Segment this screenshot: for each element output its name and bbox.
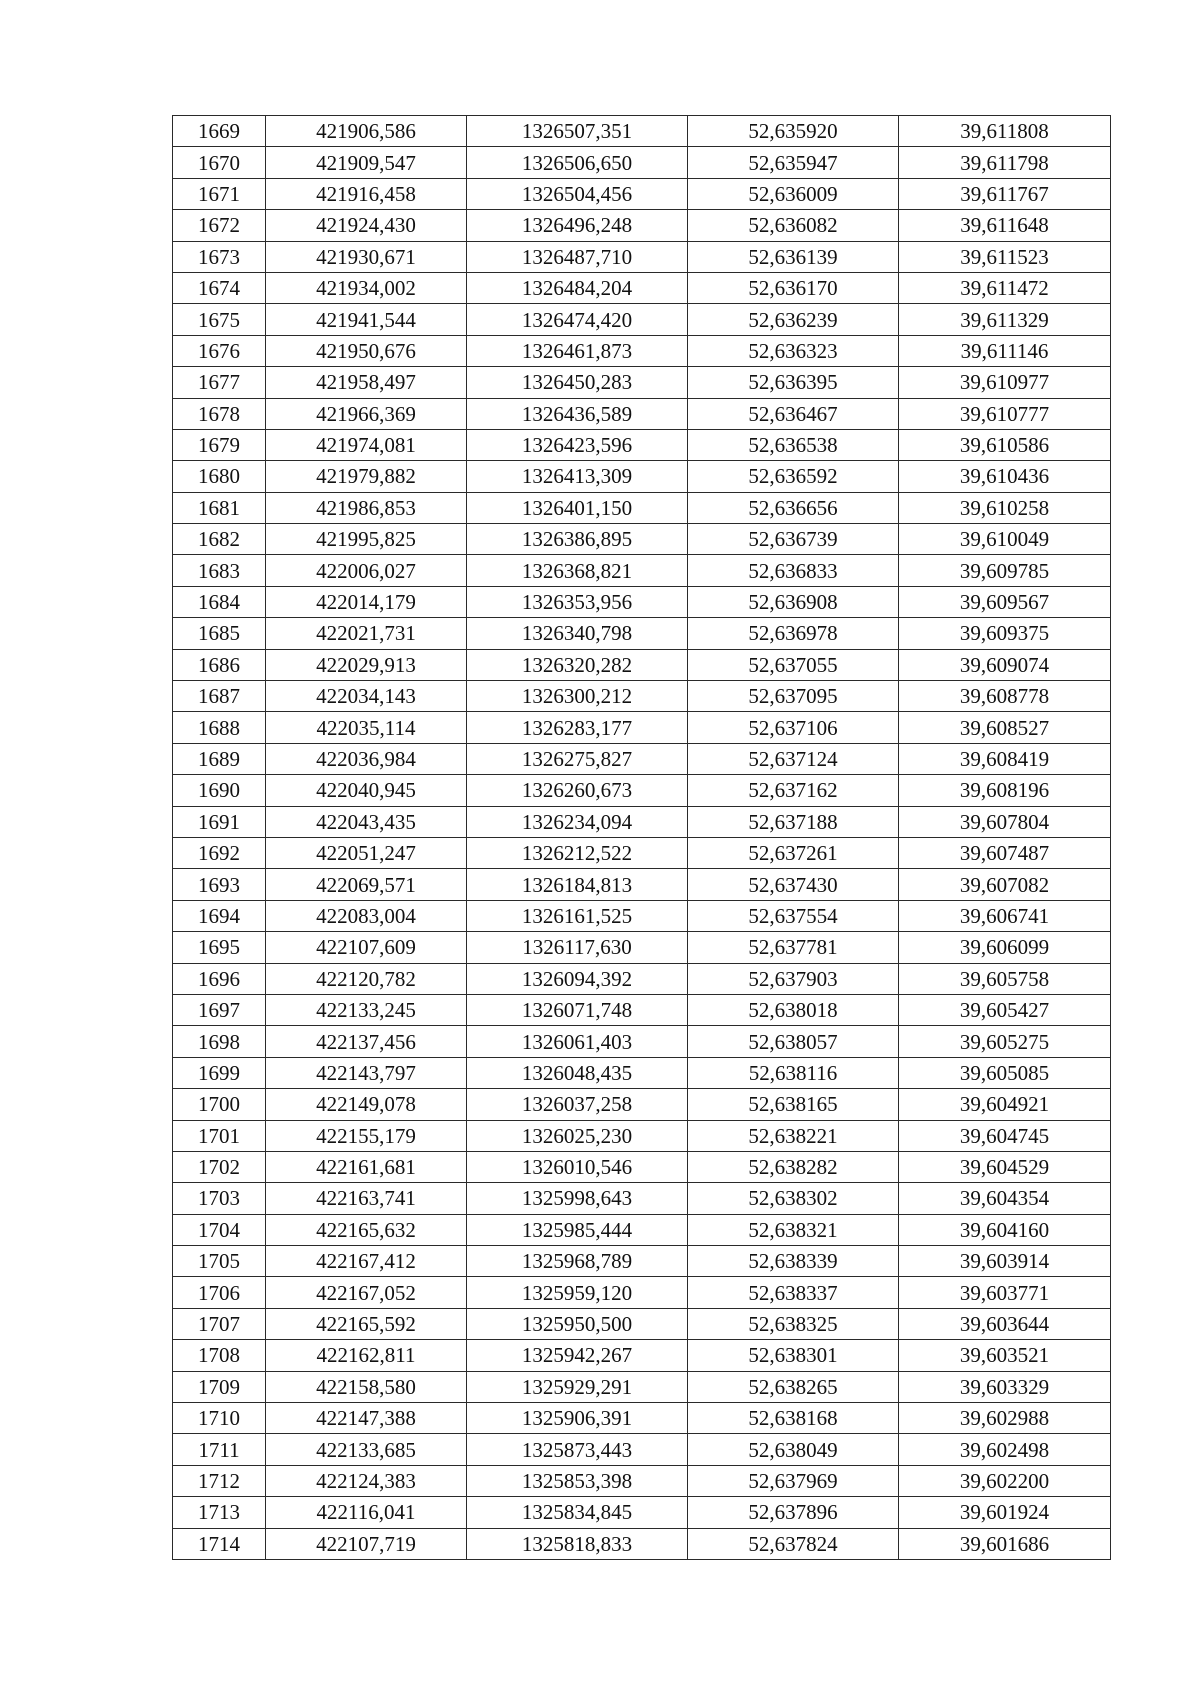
y-coordinate-cell: 1326184,813 (467, 869, 688, 900)
latitude-cell: 52,638018 (688, 994, 899, 1025)
y-coordinate-cell: 1326401,150 (467, 492, 688, 523)
point-number-cell: 1670 (173, 147, 266, 178)
longitude-cell: 39,608778 (899, 681, 1111, 712)
longitude-cell: 39,610586 (899, 429, 1111, 460)
point-number-cell: 1712 (173, 1465, 266, 1496)
x-coordinate-cell: 422162,811 (266, 1340, 467, 1371)
y-coordinate-cell: 1326275,827 (467, 743, 688, 774)
y-coordinate-cell: 1325985,444 (467, 1214, 688, 1245)
latitude-cell: 52,635947 (688, 147, 899, 178)
longitude-cell: 39,609074 (899, 649, 1111, 680)
point-number-cell: 1673 (173, 241, 266, 272)
x-coordinate-cell: 422021,731 (266, 618, 467, 649)
y-coordinate-cell: 1326506,650 (467, 147, 688, 178)
longitude-cell: 39,607082 (899, 869, 1111, 900)
latitude-cell: 52,637903 (688, 963, 899, 994)
longitude-cell: 39,604354 (899, 1183, 1111, 1214)
table-row (173, 1089, 1111, 1120)
latitude-cell: 52,637106 (688, 712, 899, 743)
y-coordinate-cell: 1326212,522 (467, 837, 688, 868)
table-row (173, 1277, 1111, 1308)
x-coordinate-cell: 422165,632 (266, 1214, 467, 1245)
longitude-cell: 39,611808 (899, 116, 1111, 147)
longitude-cell: 39,608419 (899, 743, 1111, 774)
table-row (173, 1528, 1111, 1559)
latitude-cell: 52,638301 (688, 1340, 899, 1371)
latitude-cell: 52,638339 (688, 1246, 899, 1277)
longitude-cell: 39,605758 (899, 963, 1111, 994)
table-row (173, 1497, 1111, 1528)
table-row (173, 1246, 1111, 1277)
longitude-cell: 39,610977 (899, 367, 1111, 398)
point-number-cell: 1685 (173, 618, 266, 649)
longitude-cell: 39,611472 (899, 272, 1111, 303)
y-coordinate-cell: 1326300,212 (467, 681, 688, 712)
y-coordinate-cell: 1325942,267 (467, 1340, 688, 1371)
table-row (173, 837, 1111, 868)
x-coordinate-cell: 422155,179 (266, 1120, 467, 1151)
longitude-cell: 39,611767 (899, 178, 1111, 209)
latitude-cell: 52,636833 (688, 555, 899, 586)
latitude-cell: 52,637095 (688, 681, 899, 712)
table-row (173, 241, 1111, 272)
latitude-cell: 52,637824 (688, 1528, 899, 1559)
y-coordinate-cell: 1326487,710 (467, 241, 688, 272)
y-coordinate-cell: 1326320,282 (467, 649, 688, 680)
x-coordinate-cell: 422161,681 (266, 1151, 467, 1182)
table-row (173, 1403, 1111, 1434)
longitude-cell: 39,611329 (899, 304, 1111, 335)
point-number-cell: 1675 (173, 304, 266, 335)
y-coordinate-cell: 1326368,821 (467, 555, 688, 586)
longitude-cell: 39,604529 (899, 1151, 1111, 1182)
table-row (173, 304, 1111, 335)
longitude-cell: 39,602988 (899, 1403, 1111, 1434)
longitude-cell: 39,609567 (899, 586, 1111, 617)
point-number-cell: 1706 (173, 1277, 266, 1308)
table-row (173, 1340, 1111, 1371)
point-number-cell: 1671 (173, 178, 266, 209)
point-number-cell: 1700 (173, 1089, 266, 1120)
longitude-cell: 39,603914 (899, 1246, 1111, 1277)
longitude-cell: 39,601686 (899, 1528, 1111, 1559)
coordinates-table (172, 115, 1111, 1560)
table-row (173, 994, 1111, 1025)
table-row (173, 743, 1111, 774)
latitude-cell: 52,636395 (688, 367, 899, 398)
longitude-cell: 39,603644 (899, 1308, 1111, 1339)
y-coordinate-cell: 1326436,589 (467, 398, 688, 429)
longitude-cell: 39,606741 (899, 900, 1111, 931)
table-row (173, 618, 1111, 649)
table-row (173, 649, 1111, 680)
x-coordinate-cell: 421974,081 (266, 429, 467, 460)
longitude-cell: 39,610258 (899, 492, 1111, 523)
point-number-cell: 1692 (173, 837, 266, 868)
x-coordinate-cell: 421995,825 (266, 524, 467, 555)
longitude-cell: 39,608196 (899, 775, 1111, 806)
longitude-cell: 39,611648 (899, 210, 1111, 241)
x-coordinate-cell: 422143,797 (266, 1057, 467, 1088)
x-coordinate-cell: 421909,547 (266, 147, 467, 178)
y-coordinate-cell: 1326037,258 (467, 1089, 688, 1120)
x-coordinate-cell: 422006,027 (266, 555, 467, 586)
latitude-cell: 52,638337 (688, 1277, 899, 1308)
x-coordinate-cell: 421979,882 (266, 461, 467, 492)
point-number-cell: 1699 (173, 1057, 266, 1088)
point-number-cell: 1707 (173, 1308, 266, 1339)
x-coordinate-cell: 422107,609 (266, 932, 467, 963)
y-coordinate-cell: 1326025,230 (467, 1120, 688, 1151)
point-number-cell: 1713 (173, 1497, 266, 1528)
point-number-cell: 1693 (173, 869, 266, 900)
table-row (173, 524, 1111, 555)
table-row (173, 272, 1111, 303)
point-number-cell: 1677 (173, 367, 266, 398)
x-coordinate-cell: 422035,114 (266, 712, 467, 743)
latitude-cell: 52,636082 (688, 210, 899, 241)
longitude-cell: 39,604160 (899, 1214, 1111, 1245)
longitude-cell: 39,604921 (899, 1089, 1111, 1120)
y-coordinate-cell: 1326234,094 (467, 806, 688, 837)
y-coordinate-cell: 1326340,798 (467, 618, 688, 649)
latitude-cell: 52,638282 (688, 1151, 899, 1182)
y-coordinate-cell: 1325818,833 (467, 1528, 688, 1559)
point-number-cell: 1703 (173, 1183, 266, 1214)
y-coordinate-cell: 1326413,309 (467, 461, 688, 492)
longitude-cell: 39,603771 (899, 1277, 1111, 1308)
table-row (173, 586, 1111, 617)
latitude-cell: 52,638321 (688, 1214, 899, 1245)
longitude-cell: 39,604745 (899, 1120, 1111, 1151)
latitude-cell: 52,637430 (688, 869, 899, 900)
latitude-cell: 52,638049 (688, 1434, 899, 1465)
y-coordinate-cell: 1325950,500 (467, 1308, 688, 1339)
latitude-cell: 52,637969 (688, 1465, 899, 1496)
longitude-cell: 39,611523 (899, 241, 1111, 272)
point-number-cell: 1686 (173, 649, 266, 680)
latitude-cell: 52,636239 (688, 304, 899, 335)
table-row (173, 963, 1111, 994)
table-row (173, 429, 1111, 460)
y-coordinate-cell: 1326461,873 (467, 335, 688, 366)
table-row (173, 116, 1111, 147)
table-row (173, 492, 1111, 523)
latitude-cell: 52,638165 (688, 1089, 899, 1120)
latitude-cell: 52,636592 (688, 461, 899, 492)
x-coordinate-cell: 421906,586 (266, 116, 467, 147)
x-coordinate-cell: 422167,052 (266, 1277, 467, 1308)
table-row (173, 1183, 1111, 1214)
y-coordinate-cell: 1326061,403 (467, 1026, 688, 1057)
x-coordinate-cell: 422051,247 (266, 837, 467, 868)
point-number-cell: 1701 (173, 1120, 266, 1151)
point-number-cell: 1704 (173, 1214, 266, 1245)
x-coordinate-cell: 421966,369 (266, 398, 467, 429)
x-coordinate-cell: 421941,544 (266, 304, 467, 335)
x-coordinate-cell: 422124,383 (266, 1465, 467, 1496)
y-coordinate-cell: 1325906,391 (467, 1403, 688, 1434)
point-number-cell: 1697 (173, 994, 266, 1025)
longitude-cell: 39,605275 (899, 1026, 1111, 1057)
y-coordinate-cell: 1326353,956 (467, 586, 688, 617)
table-row (173, 681, 1111, 712)
x-coordinate-cell: 422167,412 (266, 1246, 467, 1277)
longitude-cell: 39,610049 (899, 524, 1111, 555)
latitude-cell: 52,637261 (688, 837, 899, 868)
x-coordinate-cell: 422163,741 (266, 1183, 467, 1214)
y-coordinate-cell: 1325834,845 (467, 1497, 688, 1528)
table-row (173, 1151, 1111, 1182)
point-number-cell: 1684 (173, 586, 266, 617)
latitude-cell: 52,638116 (688, 1057, 899, 1088)
table-row (173, 398, 1111, 429)
y-coordinate-cell: 1326283,177 (467, 712, 688, 743)
longitude-cell: 39,601924 (899, 1497, 1111, 1528)
x-coordinate-cell: 422107,719 (266, 1528, 467, 1559)
table-row (173, 1308, 1111, 1339)
x-coordinate-cell: 422137,456 (266, 1026, 467, 1057)
latitude-cell: 52,638057 (688, 1026, 899, 1057)
latitude-cell: 52,637162 (688, 775, 899, 806)
longitude-cell: 39,602200 (899, 1465, 1111, 1496)
latitude-cell: 52,636009 (688, 178, 899, 209)
latitude-cell: 52,638302 (688, 1183, 899, 1214)
y-coordinate-cell: 1325873,443 (467, 1434, 688, 1465)
y-coordinate-cell: 1326484,204 (467, 272, 688, 303)
longitude-cell: 39,607487 (899, 837, 1111, 868)
latitude-cell: 52,636139 (688, 241, 899, 272)
point-number-cell: 1714 (173, 1528, 266, 1559)
x-coordinate-cell: 421930,671 (266, 241, 467, 272)
point-number-cell: 1672 (173, 210, 266, 241)
table-row (173, 335, 1111, 366)
table-row (173, 1371, 1111, 1402)
x-coordinate-cell: 421924,430 (266, 210, 467, 241)
latitude-cell: 52,636170 (688, 272, 899, 303)
y-coordinate-cell: 1326474,420 (467, 304, 688, 335)
table-row (173, 900, 1111, 931)
x-coordinate-cell: 422043,435 (266, 806, 467, 837)
y-coordinate-cell: 1325998,643 (467, 1183, 688, 1214)
table-row (173, 147, 1111, 178)
x-coordinate-cell: 422040,945 (266, 775, 467, 806)
table-row (173, 461, 1111, 492)
latitude-cell: 52,637554 (688, 900, 899, 931)
table-row (173, 1465, 1111, 1496)
point-number-cell: 1683 (173, 555, 266, 586)
point-number-cell: 1694 (173, 900, 266, 931)
x-coordinate-cell: 422116,041 (266, 1497, 467, 1528)
latitude-cell: 52,636538 (688, 429, 899, 460)
latitude-cell: 52,635920 (688, 116, 899, 147)
y-coordinate-cell: 1326386,895 (467, 524, 688, 555)
x-coordinate-cell: 422165,592 (266, 1308, 467, 1339)
x-coordinate-cell: 422029,913 (266, 649, 467, 680)
x-coordinate-cell: 421950,676 (266, 335, 467, 366)
x-coordinate-cell: 421934,002 (266, 272, 467, 303)
point-number-cell: 1687 (173, 681, 266, 712)
point-number-cell: 1680 (173, 461, 266, 492)
latitude-cell: 52,637188 (688, 806, 899, 837)
table-row (173, 932, 1111, 963)
table-row (173, 555, 1111, 586)
latitude-cell: 52,638168 (688, 1403, 899, 1434)
x-coordinate-cell: 421916,458 (266, 178, 467, 209)
latitude-cell: 52,638221 (688, 1120, 899, 1151)
longitude-cell: 39,607804 (899, 806, 1111, 837)
x-coordinate-cell: 422014,179 (266, 586, 467, 617)
point-number-cell: 1710 (173, 1403, 266, 1434)
y-coordinate-cell: 1326423,596 (467, 429, 688, 460)
longitude-cell: 39,606099 (899, 932, 1111, 963)
point-number-cell: 1709 (173, 1371, 266, 1402)
y-coordinate-cell: 1326010,546 (467, 1151, 688, 1182)
y-coordinate-cell: 1326260,673 (467, 775, 688, 806)
point-number-cell: 1678 (173, 398, 266, 429)
point-number-cell: 1695 (173, 932, 266, 963)
table-row (173, 775, 1111, 806)
latitude-cell: 52,636908 (688, 586, 899, 617)
latitude-cell: 52,638325 (688, 1308, 899, 1339)
x-coordinate-cell: 422147,388 (266, 1403, 467, 1434)
table-row (173, 1434, 1111, 1465)
x-coordinate-cell: 422149,078 (266, 1089, 467, 1120)
y-coordinate-cell: 1326071,748 (467, 994, 688, 1025)
y-coordinate-cell: 1326450,283 (467, 367, 688, 398)
latitude-cell: 52,636739 (688, 524, 899, 555)
point-number-cell: 1681 (173, 492, 266, 523)
point-number-cell: 1708 (173, 1340, 266, 1371)
latitude-cell: 52,636656 (688, 492, 899, 523)
x-coordinate-cell: 421986,853 (266, 492, 467, 523)
latitude-cell: 52,636467 (688, 398, 899, 429)
latitude-cell: 52,637781 (688, 932, 899, 963)
point-number-cell: 1674 (173, 272, 266, 303)
table-row (173, 178, 1111, 209)
table-row (173, 1120, 1111, 1151)
coordinates-table-body (173, 116, 1111, 1560)
point-number-cell: 1711 (173, 1434, 266, 1465)
point-number-cell: 1676 (173, 335, 266, 366)
longitude-cell: 39,603521 (899, 1340, 1111, 1371)
x-coordinate-cell: 422069,571 (266, 869, 467, 900)
latitude-cell: 52,637896 (688, 1497, 899, 1528)
point-number-cell: 1690 (173, 775, 266, 806)
table-row (173, 210, 1111, 241)
longitude-cell: 39,609785 (899, 555, 1111, 586)
y-coordinate-cell: 1326507,351 (467, 116, 688, 147)
longitude-cell: 39,602498 (899, 1434, 1111, 1465)
longitude-cell: 39,608527 (899, 712, 1111, 743)
x-coordinate-cell: 422133,685 (266, 1434, 467, 1465)
latitude-cell: 52,637124 (688, 743, 899, 774)
table-row (173, 1026, 1111, 1057)
longitude-cell: 39,610777 (899, 398, 1111, 429)
point-number-cell: 1688 (173, 712, 266, 743)
point-number-cell: 1689 (173, 743, 266, 774)
table-row (173, 806, 1111, 837)
point-number-cell: 1679 (173, 429, 266, 460)
longitude-cell: 39,605427 (899, 994, 1111, 1025)
latitude-cell: 52,638265 (688, 1371, 899, 1402)
y-coordinate-cell: 1325968,789 (467, 1246, 688, 1277)
y-coordinate-cell: 1325853,398 (467, 1465, 688, 1496)
x-coordinate-cell: 421958,497 (266, 367, 467, 398)
longitude-cell: 39,610436 (899, 461, 1111, 492)
point-number-cell: 1696 (173, 963, 266, 994)
x-coordinate-cell: 422133,245 (266, 994, 467, 1025)
point-number-cell: 1705 (173, 1246, 266, 1277)
y-coordinate-cell: 1326161,525 (467, 900, 688, 931)
longitude-cell: 39,605085 (899, 1057, 1111, 1088)
x-coordinate-cell: 422034,143 (266, 681, 467, 712)
point-number-cell: 1691 (173, 806, 266, 837)
y-coordinate-cell: 1326504,456 (467, 178, 688, 209)
longitude-cell: 39,611798 (899, 147, 1111, 178)
point-number-cell: 1698 (173, 1026, 266, 1057)
longitude-cell: 39,609375 (899, 618, 1111, 649)
table-row (173, 1214, 1111, 1245)
latitude-cell: 52,636978 (688, 618, 899, 649)
point-number-cell: 1702 (173, 1151, 266, 1182)
latitude-cell: 52,637055 (688, 649, 899, 680)
x-coordinate-cell: 422083,004 (266, 900, 467, 931)
table-row (173, 367, 1111, 398)
table-row (173, 869, 1111, 900)
x-coordinate-cell: 422120,782 (266, 963, 467, 994)
y-coordinate-cell: 1326094,392 (467, 963, 688, 994)
y-coordinate-cell: 1326117,630 (467, 932, 688, 963)
y-coordinate-cell: 1325959,120 (467, 1277, 688, 1308)
longitude-cell: 39,611146 (899, 335, 1111, 366)
y-coordinate-cell: 1326496,248 (467, 210, 688, 241)
y-coordinate-cell: 1326048,435 (467, 1057, 688, 1088)
longitude-cell: 39,603329 (899, 1371, 1111, 1402)
point-number-cell: 1682 (173, 524, 266, 555)
point-number-cell: 1669 (173, 116, 266, 147)
table-row (173, 712, 1111, 743)
table-row (173, 1057, 1111, 1088)
y-coordinate-cell: 1325929,291 (467, 1371, 688, 1402)
x-coordinate-cell: 422036,984 (266, 743, 467, 774)
latitude-cell: 52,636323 (688, 335, 899, 366)
x-coordinate-cell: 422158,580 (266, 1371, 467, 1402)
